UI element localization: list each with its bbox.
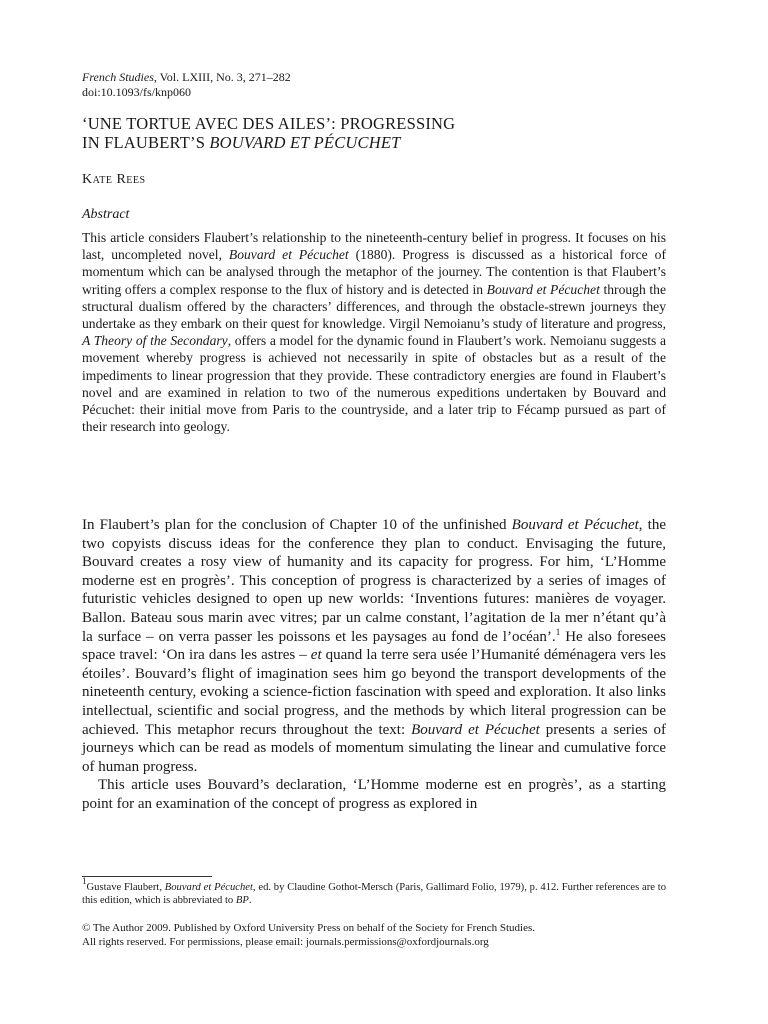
abstract-italic-1: Bouvard et Pécuchet (228, 247, 349, 263)
journal-name: French Studies (82, 70, 154, 84)
footnote-b: , ed. by Claudine Gothot-Mersch (Paris, Gallimard Folio, 1979), p. 412. Further references are to this edition, which is abbreviated to (82, 882, 666, 906)
footnote-number: 1 (82, 876, 87, 886)
body-paragraph-2: This article uses Bouvard’s declaration, ‘L’Homme moderne est en progrès’, as a starting point for an examination of the concept of progress as explored in (82, 777, 666, 812)
abstract-italic-3: A Theory of the Secondary (82, 333, 228, 349)
journal-volume: , Vol. LXIII, No. 3, 271–282 (153, 70, 291, 84)
para1-a: In Flaubert’s plan for the conclusion of Chapter 10 of the unfinished (82, 517, 512, 533)
para1-b: , the two copyists discuss ideas for the conference they plan to conduct. Envisaging the future, Bouvard creates a rosy view of humanity and its capacity for progress. For him, ‘L’Homme moderne est en progrès’. This conception of progress is characterized by a series of images of futuristic vehicles designed to open up new worlds: ‘Inventions futures: manières de voyager. Ballon. Bateau sous marin avec vitres; par un calme constant, l’agitation de la mer n’étant qu’à la surface – on verra passer les poissons et les paysages au fond de l’océan’. (82, 517, 666, 645)
article-body (82, 516, 666, 814)
abstract-part-2: (1880). Progress is discussed as a historical force of momentum which can be analysed through the metaphor of the journey. The contention is that Flaubert’s writing offers a complex response to the flux of history and is detected in (82, 247, 666, 297)
abstract-part-4: , offers a model for the dynamic found in Flaubert’s work. Nemoianu suggests a movement whereby progress is achieved not necessarily in spite of obstacles but as a result of the impediments to linear progression that they provide. These contradictory energies are found in Flaubert’s novel and are examined in relation to two of the numerous expeditions undertaken by Bouvard and Pécuchet: their initial move from Paris to the countryside, and a later trip to Fécamp pursued as part of their research into geology. (82, 333, 666, 435)
abstract-part-3: through the structural dualism offered by the characters’ differences, and through the obstacle-strewn journeys they undertake as they embark on their quest for knowledge. Virgil Nemoianu’s study of literature and progress, (82, 281, 666, 332)
para1-italic-3: Bouvard et Pécuchet (411, 721, 540, 738)
abstract-heading: Abstract (82, 207, 130, 222)
author-name: Kate Rees (82, 172, 146, 187)
para1-italic-2: et (310, 647, 322, 664)
footnote-ref-1[interactable]: 1 (555, 626, 561, 637)
abstract-italic-2: Bouvard et Pécuchet (486, 281, 600, 297)
journal-volume-line (82, 70, 291, 85)
footnote-italic-1: Bouvard et Pécuchet (164, 882, 253, 893)
journal-doi: doi:10.1093/fs/knp060 (82, 84, 192, 99)
footnote-1 (82, 876, 666, 907)
copyright-line-1: © The Author 2009. Published by Oxford University Press on behalf of the Society for French Studies. (82, 922, 535, 934)
journal-citation (82, 70, 291, 99)
footnote-a: Gustave Flaubert, (86, 882, 165, 893)
title-line-1: ‘UNE TORTUE AVEC DES AILES’: PROGRESSING (82, 114, 456, 133)
title-line-2-italic: BOUVARD ET PÉCUCHET (209, 133, 401, 152)
para1-c: He also foresees space travel: ‘On ira dans les astres – (82, 628, 666, 664)
para1-d: quand la terre sera usée l’Humanité déménagera vers les étoiles’. Bouvard’s flight of imagination sees him go beyond the transport developments of the nineteenth century, evoking a science-fiction fascination with speed and exploration. It also links intellectual, scientific and social progress, and the methods by which literal progression can be achieved. This metaphor recurs throughout the text: (82, 647, 666, 738)
abstract-part-1: This article considers Flaubert’s relationship to the nineteenth-century belief in progress. It focuses on his last, uncompleted novel, (82, 230, 666, 263)
body-paragraph-1 (82, 516, 666, 776)
copyright-notice (82, 922, 666, 949)
abstract-text (82, 229, 666, 435)
copyright-line-2: All rights reserved. For permissions, please email: journals.permissions@oxfordjournals.org (82, 935, 489, 948)
title-line-2-prefix: IN FLAUBERT’S (82, 133, 210, 152)
title-line-2 (82, 133, 455, 152)
footnote-italic-2: BP (235, 895, 249, 906)
para1-italic-1: Bouvard et Pécuchet (511, 517, 639, 533)
para1-e: presents a series of journeys which can be read as models of momentum simulating the linear and cumulative force of human progress. (82, 721, 666, 775)
article-title (82, 114, 455, 152)
footnote-divider (82, 876, 212, 877)
footnote-c: . (248, 895, 252, 906)
